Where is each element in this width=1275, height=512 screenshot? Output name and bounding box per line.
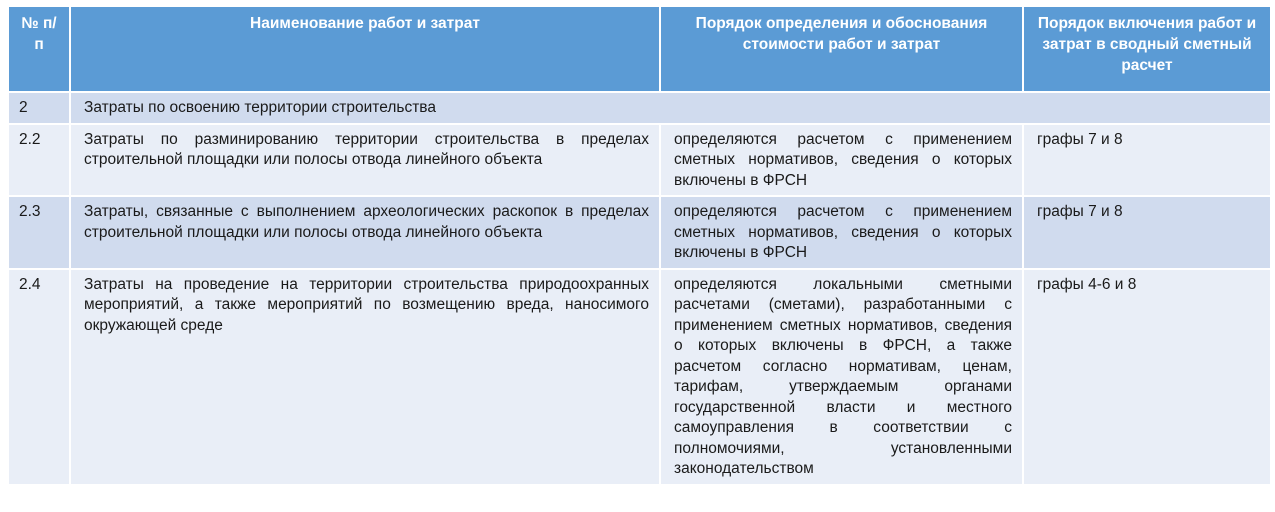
row-method: определяются расчетом с применением сметных нормативов, сведения о которых включены в ФРСН <box>660 196 1023 269</box>
row-method: определяются локальными сметными расчетами (сметами), разработанными с применением сметных нормативов, сведения о которых включены в ФРСН, а также расчетом согласно нормативам, ценам, тарифам, утверждаемым органами государственной власти и местного самоуправления в соответствии с полномочиями, установленными законодательством <box>660 269 1023 485</box>
header-method: Порядок определения и обоснования стоимости работ и затрат <box>660 6 1023 92</box>
table-row <box>8 196 1271 269</box>
row-inclusion: графы 4-6 и 8 <box>1023 269 1271 485</box>
row-inclusion: графы 7 и 8 <box>1023 124 1271 197</box>
row-num: 2.2 <box>8 124 70 197</box>
section-num: 2 <box>8 92 70 124</box>
table-row <box>8 124 1271 197</box>
cost-table-container <box>7 5 1270 486</box>
row-method: определяются расчетом с применением сметных нормативов, сведения о которых включены в ФРСН <box>660 124 1023 197</box>
header-name: Наименование работ и затрат <box>70 6 660 92</box>
header-num: № п/п <box>8 6 70 92</box>
section-title: Затраты по освоению территории строительства <box>70 92 1271 124</box>
header-inclusion: Порядок включения работ и затрат в сводный сметный расчет <box>1023 6 1271 92</box>
header-row <box>8 6 1271 92</box>
table-row <box>8 269 1271 485</box>
row-num: 2.4 <box>8 269 70 485</box>
row-name: Затраты, связанные с выполнением археологических раскопок в пределах строительной площадки или полосы отвода линейного объекта <box>70 196 660 269</box>
row-name: Затраты на проведение на территории строительства природоохранных мероприятий, а также мероприятий по возмещению вреда, наносимого окружающей среде <box>70 269 660 485</box>
row-name: Затраты по разминированию территории строительства в пределах строительной площадки или полосы отвода линейного объекта <box>70 124 660 197</box>
row-inclusion: графы 7 и 8 <box>1023 196 1271 269</box>
row-num: 2.3 <box>8 196 70 269</box>
cost-table <box>7 5 1272 486</box>
section-row <box>8 92 1271 124</box>
